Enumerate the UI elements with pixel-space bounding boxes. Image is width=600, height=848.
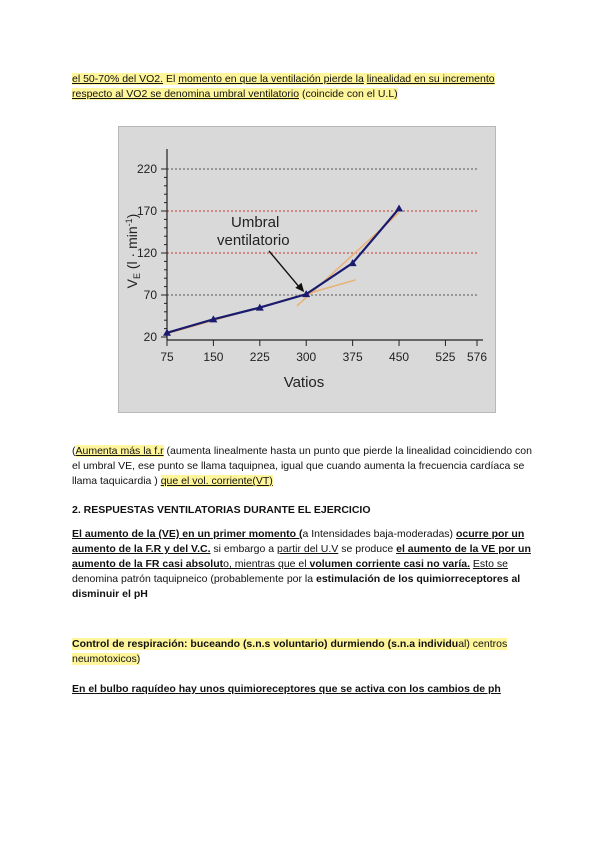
y-label-main: V [124, 279, 140, 289]
para3-text-9: o, mientras que el [223, 558, 310, 570]
y-axis-label [124, 214, 142, 289]
intro-text-3: momento en que la ventilación pierde la [178, 73, 364, 85]
chemoreceptor-paragraph: En el bulbo raquídeo hay unos quimioreceptores que se activa con los cambios de ph [72, 683, 501, 695]
para3-text-8: el aumento de la VE por un aumento de la FR casi absolut [72, 543, 531, 570]
para3-text-5: si embargo a [210, 543, 278, 555]
data-point-450 [395, 204, 403, 211]
annotation-line-1: Umbral [231, 214, 280, 231]
x-tick-label-576: 576 [466, 350, 488, 364]
trend-lines [167, 213, 399, 334]
x-axis-label: Vatios [283, 374, 325, 391]
annotation-arrow [269, 251, 300, 288]
para3-text-12: Esto se [472, 558, 508, 570]
para3-text-14: estimulación de los quimiorreceptores al disminuir el pH [72, 573, 521, 600]
intro-text-5: linealidad en su incremento respecto al VO2 se denomina umbral ventilatorio [72, 73, 495, 100]
para3-text-1: El aumento de la (VE) en un primer momento ( [72, 528, 303, 540]
ventilation-chart-figure [118, 126, 496, 413]
ventilation-chart [119, 127, 495, 412]
y-label-rest: (l · min [124, 226, 140, 273]
intro-text-6: (coincide con el U.L) [299, 88, 398, 100]
intro-text-1: el 50-70% del VO2. [72, 73, 164, 85]
x-tick-label-375: 375 [342, 350, 363, 364]
y-tick-label-170: 170 [136, 204, 157, 218]
para3-text-7: se produce [338, 543, 397, 555]
y-tick-label-20: 20 [143, 330, 157, 344]
series-line-ve [167, 208, 399, 332]
x-tick-label-450: 450 [389, 350, 410, 364]
x-tick-label-75: 75 [160, 350, 174, 364]
axis-ticks [137, 162, 487, 364]
intro-paragraph [72, 72, 532, 102]
x-tick-label-225: 225 [249, 350, 270, 364]
y-tick-label-70: 70 [143, 288, 157, 302]
annotation-line-2: ventilatorio [217, 232, 290, 249]
para4-text-1: Control de respiración: buceando (s.n.s voluntario) durmiendo (s.n.a individu [72, 638, 459, 650]
y-label-close: ) [124, 213, 140, 219]
para3-text-13: denomina patrón taquipneico (probablemente por la [72, 573, 316, 585]
data-series [163, 204, 403, 335]
frequency-paragraph [72, 444, 532, 489]
para4-text-2: al) centros neumotoxicos) [72, 638, 508, 665]
para2-text-1: ( [72, 445, 76, 457]
para2-text-5: que el vol. corriente(VT) [160, 475, 273, 487]
chart-axes [167, 149, 483, 340]
reference-lines [167, 169, 477, 295]
x-tick-label-300: 300 [296, 350, 317, 364]
y-label-sub: E [132, 273, 142, 280]
ventilatory-response-paragraph [72, 527, 532, 602]
section-heading: 2. RESPUESTAS VENTILATORIAS DURANTE EL EJERCICIO [72, 504, 371, 516]
para3-text-2: a Intensidades baja-moderadas) [302, 528, 454, 540]
y-label-sup: -1 [124, 218, 134, 227]
respiration-control-paragraph [72, 637, 532, 667]
x-tick-label-525: 525 [435, 350, 456, 364]
y-tick-label-120: 120 [136, 246, 157, 260]
para3-text-10: volumen corriente casi no varía. [309, 558, 470, 570]
para3-text-4: ocurre por un aumento de la F.R y del V.C. [72, 528, 525, 555]
intro-text-2: El [163, 73, 179, 85]
para3-text-6: partir del U.V [277, 543, 339, 555]
y-tick-label-220: 220 [136, 162, 157, 176]
para2-text-2: Aumenta más la f.r [75, 445, 164, 457]
para2-text-3: (aumenta linealmente hasta un punto que pierde la linealidad coincidiendo con el umbral VE, ese punto se llama taquipnea, igual que cuando aumenta la frecuencia cardíaca se llama taquicardia ) [72, 445, 532, 487]
x-tick-label-150: 150 [203, 350, 224, 364]
